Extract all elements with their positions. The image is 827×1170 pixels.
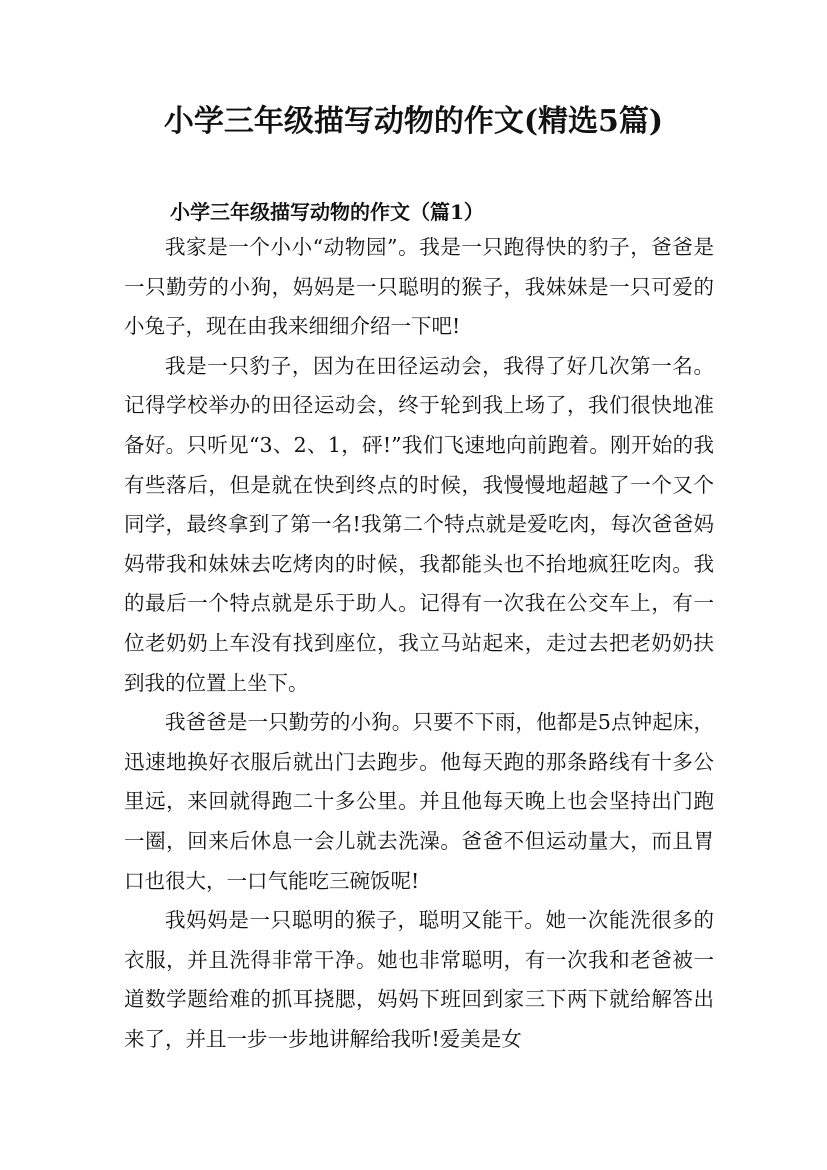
section-heading: 小学三年级描写动物的作文（篇1） — [170, 200, 484, 224]
paragraph: 我爸爸是一只勤劳的小狗。只要不下雨，他都是5点钟起床，迅速地换好衣服后就出门去跑步。他每天跑的那条路线有十多公里远，来回就得跑二十多公里。并且他每天晚上也会坚持出门跑一圈，回来后休息一会儿就去洗澡。爸爸不但运动量大，而且胃口也很大，一口气能吃三碗饭呢! — [124, 710, 714, 893]
essay-body — [124, 228, 714, 1059]
paragraph: 我妈妈是一只聪明的猴子，聪明又能干。她一次能洗很多的衣服，并且洗得非常干净。她也非常聪明，有一次我和老爸被一道数学题给难的抓耳挠腮，妈妈下班回到家三下两下就给解答出来了，并且一步一步地讲解给我听!爱美是女 — [124, 908, 714, 1051]
paragraph: 我是一只豹子，因为在田径运动会，我得了好几次第一名。记得学校举办的田径运动会，终于轮到我上场了，我们很快地准备好。只听见“3、2、1，砰!”我们飞速地向前跑着。刚开始的我有些落后，但是就在快到终点的时候，我慢慢地超越了一个又个同学，最终拿到了第一名!我第二个特点就是爱吃肉，每次爸爸妈妈带我和妹妹去吃烤肉的时候，我都能头也不抬地疯狂吃肉。我的最后一个特点就是乐于助人。记得有一次我在公交车上，有一位老奶奶上车没有找到座位，我立马站起来，走过去把老奶奶扶到我的位置上坐下。 — [124, 353, 714, 695]
document-title: 小学三年级描写动物的作文(精选5篇) — [163, 104, 664, 139]
paragraph: 我家是一个小小“动物园”。我是一只跑得快的豹子，爸爸是一只勤劳的小狗，妈妈是一只聪明的猴子，我妹妹是一只可爱的小兔子，现在由我来细细介绍一下吧! — [124, 235, 714, 339]
